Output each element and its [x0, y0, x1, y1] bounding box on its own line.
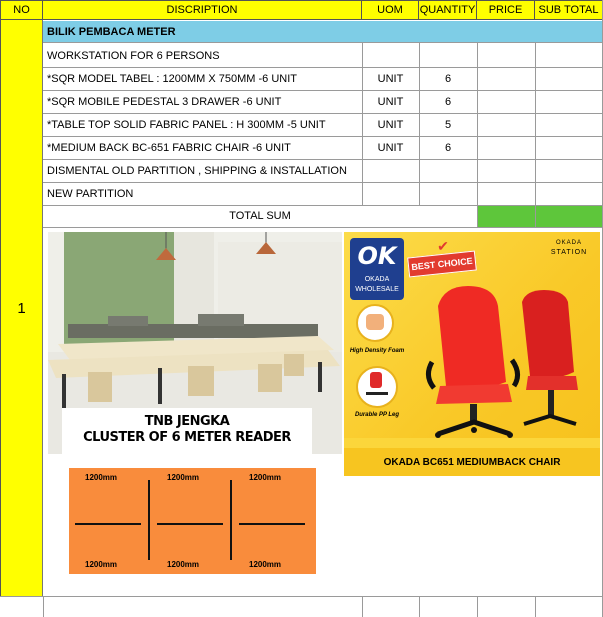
- item-uom: [362, 182, 419, 205]
- item-desc: DISMENTAL OLD PARTITION , SHIPPING & INSTALLATION: [47, 164, 347, 177]
- header-quantity: QUANTITY: [419, 0, 477, 20]
- grid-line: [43, 136, 603, 137]
- feature-leg-label: Durable PP Leg: [354, 412, 400, 418]
- layout-label: 1200mm: [249, 560, 282, 569]
- grid-line: [43, 159, 603, 160]
- okada-logo-mark: OK: [357, 242, 397, 270]
- item-uom: UNIT: [377, 95, 404, 108]
- item-qty: 6: [444, 72, 452, 85]
- best-choice-text: BEST CHOICE: [410, 255, 474, 273]
- brand-okada: OKADA: [555, 240, 582, 246]
- mini-chair-base: [366, 392, 388, 395]
- grid-line: [419, 596, 420, 617]
- total-value-cell: [477, 205, 603, 227]
- okada-logo-sub2: WHOLESALE: [355, 285, 399, 293]
- item-desc: *MEDIUM BACK BC-651 FABRIC CHAIR -6 UNIT: [47, 141, 291, 154]
- grid-line: [535, 42, 536, 227]
- layout-divider: [230, 480, 232, 560]
- foam-icon: [366, 314, 384, 330]
- header-subtotal: SUB TOTAL: [535, 0, 603, 20]
- header-description: DISCRIPTION: [43, 0, 362, 20]
- layout-line: [157, 523, 223, 525]
- item-qty: [419, 44, 477, 67]
- item-desc: WORKSTATION FOR 6 PERSONS: [47, 49, 220, 62]
- mini-chair-icon: [370, 372, 382, 388]
- layout-line: [239, 523, 305, 525]
- grid-line: [43, 227, 603, 228]
- thumbs-up-icon: ✔: [437, 238, 449, 254]
- workstation-caption-line1: TNB JENGKA: [144, 413, 230, 429]
- grid-line: [43, 42, 603, 43]
- grid-line: [0, 596, 603, 597]
- grid-line: [43, 596, 44, 617]
- feature-foam-label: High Density Foam: [349, 348, 405, 354]
- item-uom: UNIT: [377, 141, 404, 154]
- grid-line: [43, 90, 603, 91]
- item-uom: UNIT: [377, 72, 404, 85]
- header-no: NO: [0, 0, 43, 20]
- grid-line: [362, 596, 363, 617]
- okada-logo-sub1: OKADA: [364, 275, 390, 283]
- workstation-caption-line2: CLUSTER OF 6 METER READER: [83, 429, 291, 445]
- item-uom: UNIT: [377, 118, 404, 131]
- item-qty: 6: [444, 95, 452, 108]
- item-uom: [362, 159, 419, 182]
- item-desc: *TABLE TOP SOLID FABRIC PANEL : H 300MM -5 UNIT: [47, 118, 326, 131]
- grid-line: [43, 113, 603, 114]
- layout-divider: [148, 480, 150, 560]
- item-qty: [419, 182, 477, 205]
- chair-illustration: [404, 272, 600, 438]
- item-uom: [362, 44, 419, 67]
- grid-line: [535, 596, 536, 617]
- row-number: 1: [17, 299, 26, 317]
- layout-label: 1200mm: [85, 473, 118, 482]
- grid-line: [43, 67, 603, 68]
- header-price: PRICE: [477, 0, 535, 20]
- grid-line: [419, 42, 420, 205]
- item-desc: *SQR MOBILE PEDESTAL 3 DRAWER -6 UNIT: [47, 95, 282, 108]
- section-title: BILIK PEMBACA METER: [43, 21, 603, 42]
- grid-line: [362, 42, 363, 205]
- grid-line: [43, 205, 603, 206]
- total-label: TOTAL SUM: [229, 210, 291, 222]
- chair-ad: [344, 232, 600, 476]
- floor-layout: [69, 468, 316, 574]
- brand-station: STATION: [550, 248, 588, 256]
- layout-label: 1200mm: [85, 560, 118, 569]
- item-qty: [419, 159, 477, 182]
- layout-label: 1200mm: [249, 473, 282, 482]
- layout-label: 1200mm: [167, 473, 200, 482]
- grid-line: [43, 182, 603, 183]
- item-desc: NEW PARTITION: [47, 187, 134, 200]
- header-uom: UOM: [362, 0, 419, 20]
- item-desc: *SQR MODEL TABEL : 1200MM X 750MM -6 UNIT: [47, 72, 298, 85]
- item-qty: 5: [444, 118, 452, 131]
- layout-label: 1200mm: [167, 560, 200, 569]
- chair-caption: OKADA BC651 MEDIUMBACK CHAIR: [383, 456, 561, 468]
- grid-line: [477, 42, 478, 227]
- layout-line: [75, 523, 141, 525]
- item-qty: 6: [444, 141, 452, 154]
- grid-line: [477, 596, 478, 617]
